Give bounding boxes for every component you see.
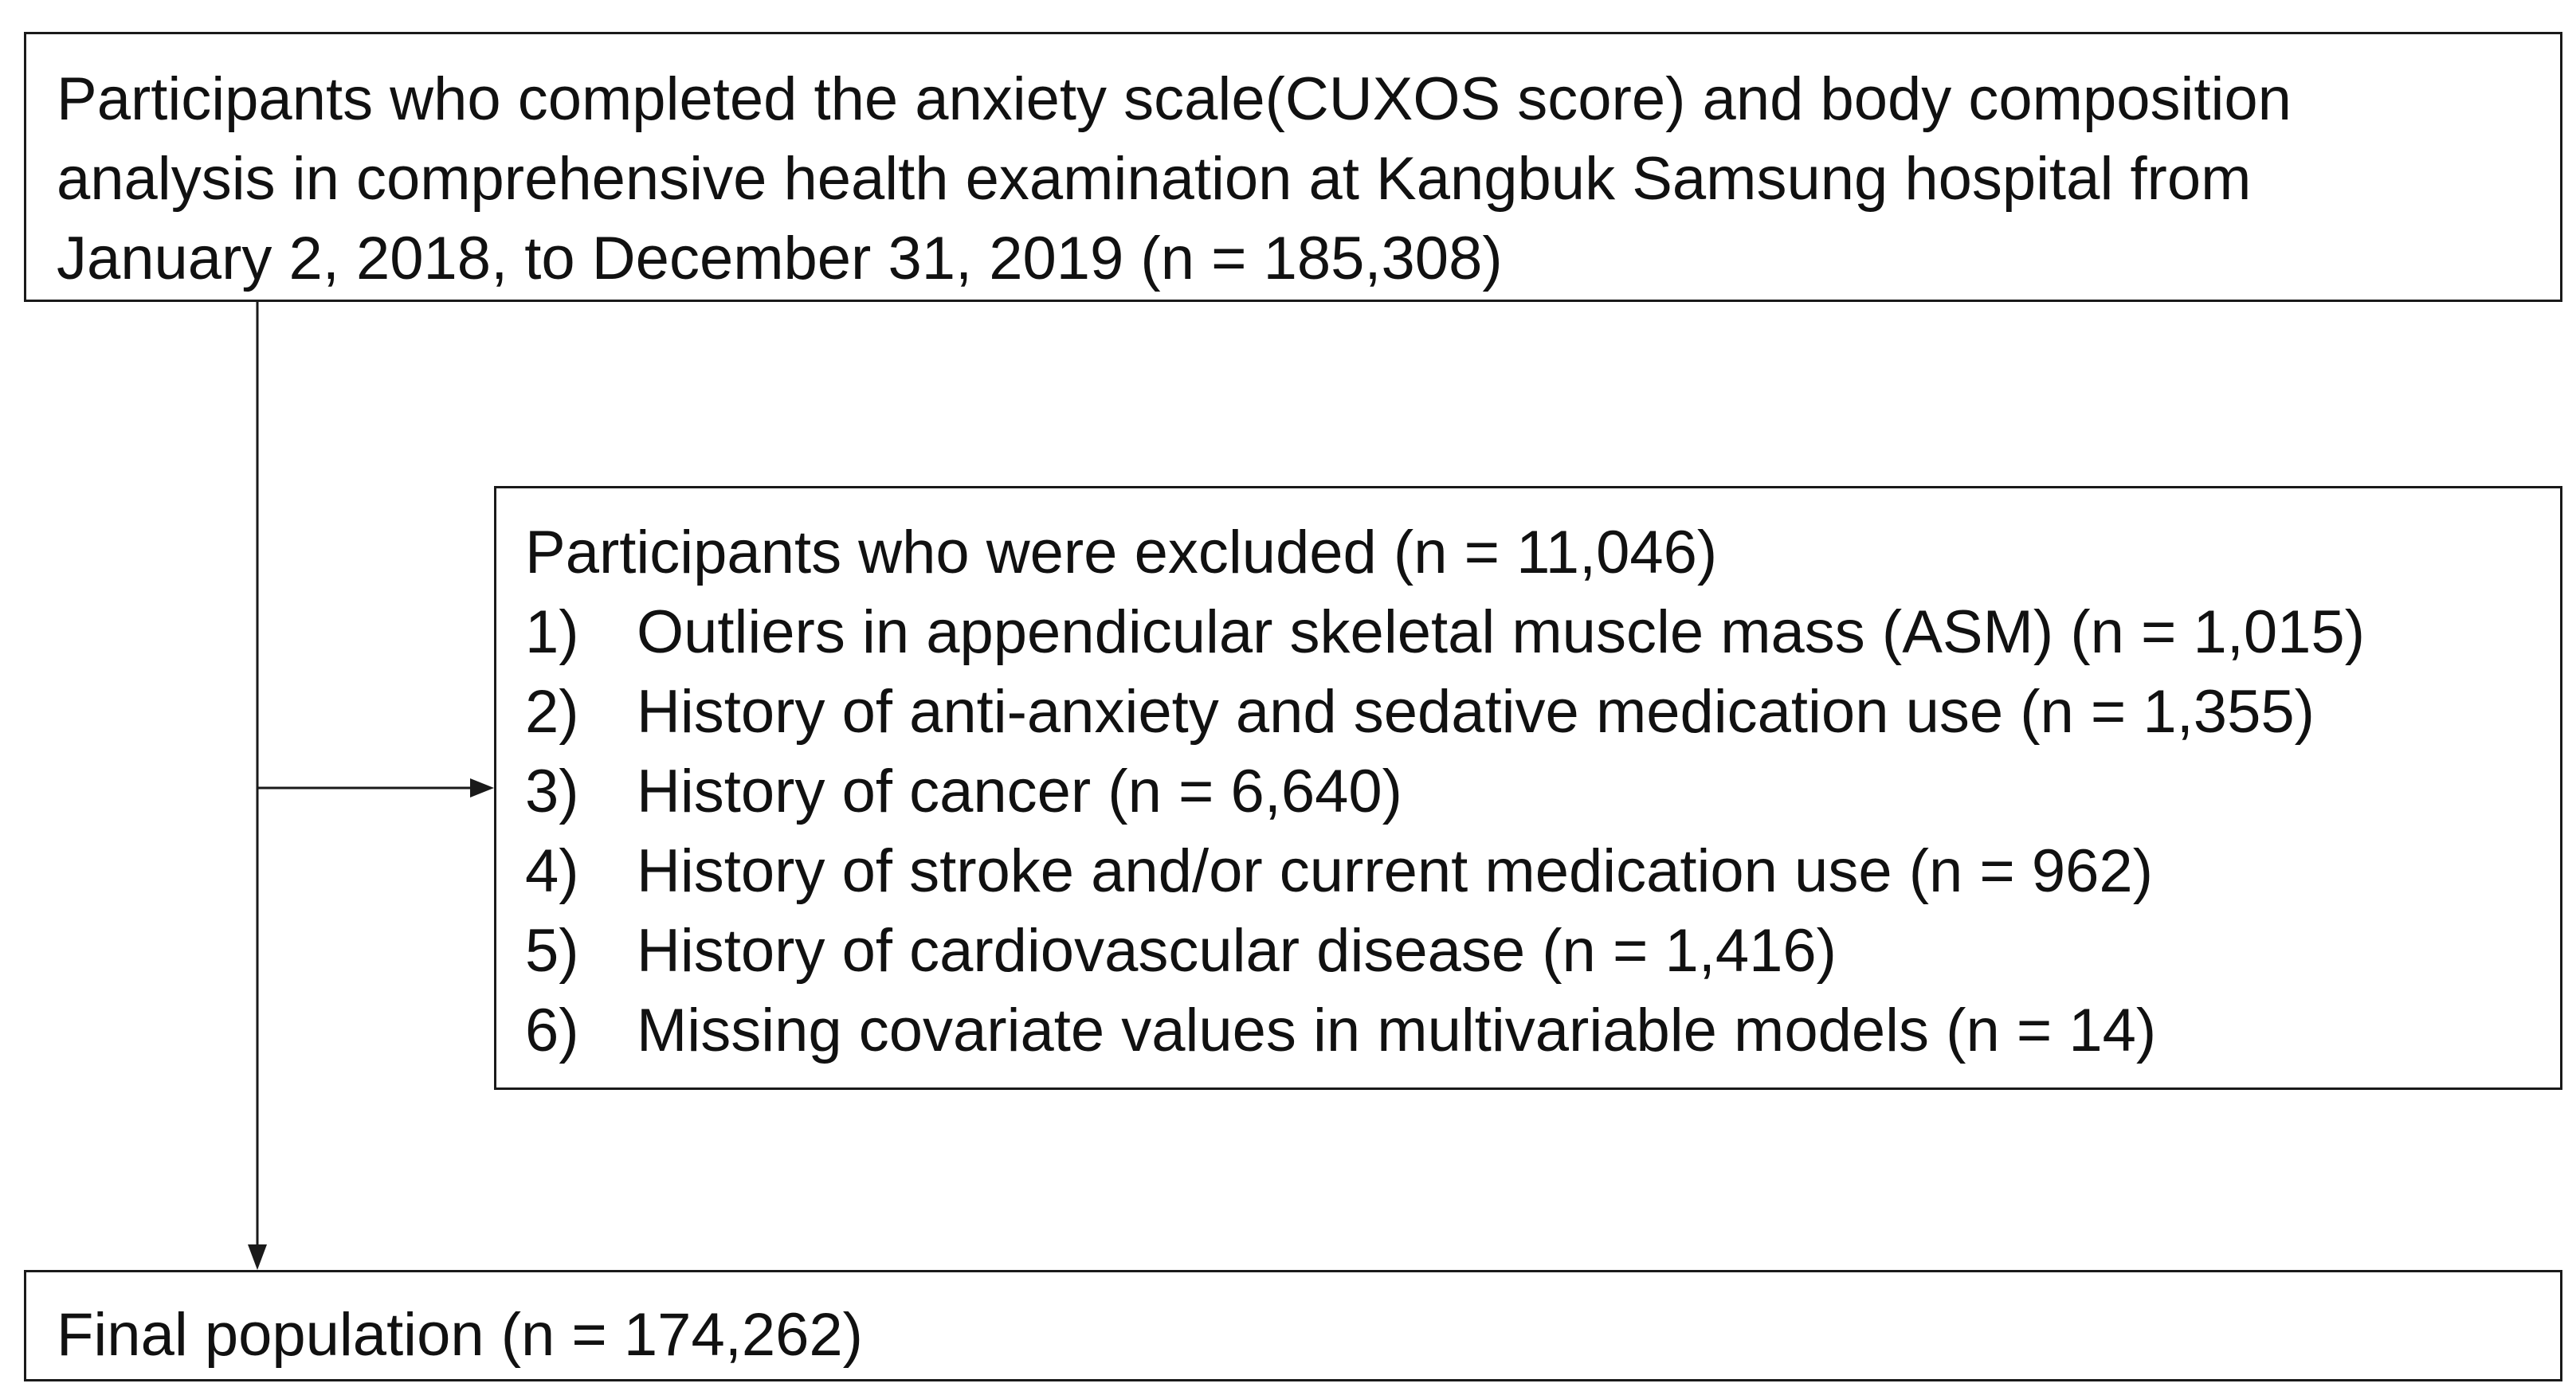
exclusion-item-text: History of cancer (n = 6,640): [637, 758, 1402, 825]
final-population-box: [24, 1270, 2562, 1381]
enrollment-box: [24, 32, 2562, 302]
exclusion-item-text: History of anti-anxiety and sedative medication use (n = 1,355): [637, 678, 2315, 746]
exclusion-item-number: 3): [525, 758, 579, 825]
exclusion-item: [525, 832, 2560, 911]
right-arrowhead: [470, 778, 494, 797]
exclusion-heading: Participants who were excluded (n = 11,046): [525, 519, 1718, 586]
exclusion-item-number: 6): [525, 997, 579, 1064]
exclusion-item-number: 2): [525, 678, 579, 746]
enrollment-line-1: Participants who completed the anxiety scale(CUXOS score) and body composition: [57, 65, 2292, 133]
final-population-text: Final population (n = 174,262): [57, 1301, 863, 1369]
enrollment-line-3: January 2, 2018, to December 31, 2019 (n = 185,308): [57, 225, 1503, 292]
exclusion-item-number: 4): [525, 837, 579, 905]
exclusion-item: [525, 672, 2560, 752]
exclusion-item: [525, 593, 2560, 672]
exclusion-item: [525, 752, 2560, 832]
exclusion-item-text: History of cardiovascular disease (n = 1,416): [637, 917, 1837, 985]
exclusion-item-number: 1): [525, 598, 579, 666]
exclusion-item: [525, 911, 2560, 991]
exclusion-box: [494, 486, 2562, 1090]
exclusion-item-text: Outliers in appendicular skeletal muscle mass (ASM) (n = 1,015): [637, 598, 2366, 666]
exclusion-item-text: Missing covariate values in multivariable models (n = 14): [637, 997, 2157, 1064]
exclusion-item-text: History of stroke and/or current medication use (n = 962): [637, 837, 2154, 905]
exclusion-item-number: 5): [525, 917, 579, 985]
exclusion-item: [525, 991, 2560, 1071]
enrollment-line-2: analysis in comprehensive health examination at Kangbuk Samsung hospital from: [57, 145, 2252, 213]
down-arrowhead: [248, 1244, 267, 1270]
